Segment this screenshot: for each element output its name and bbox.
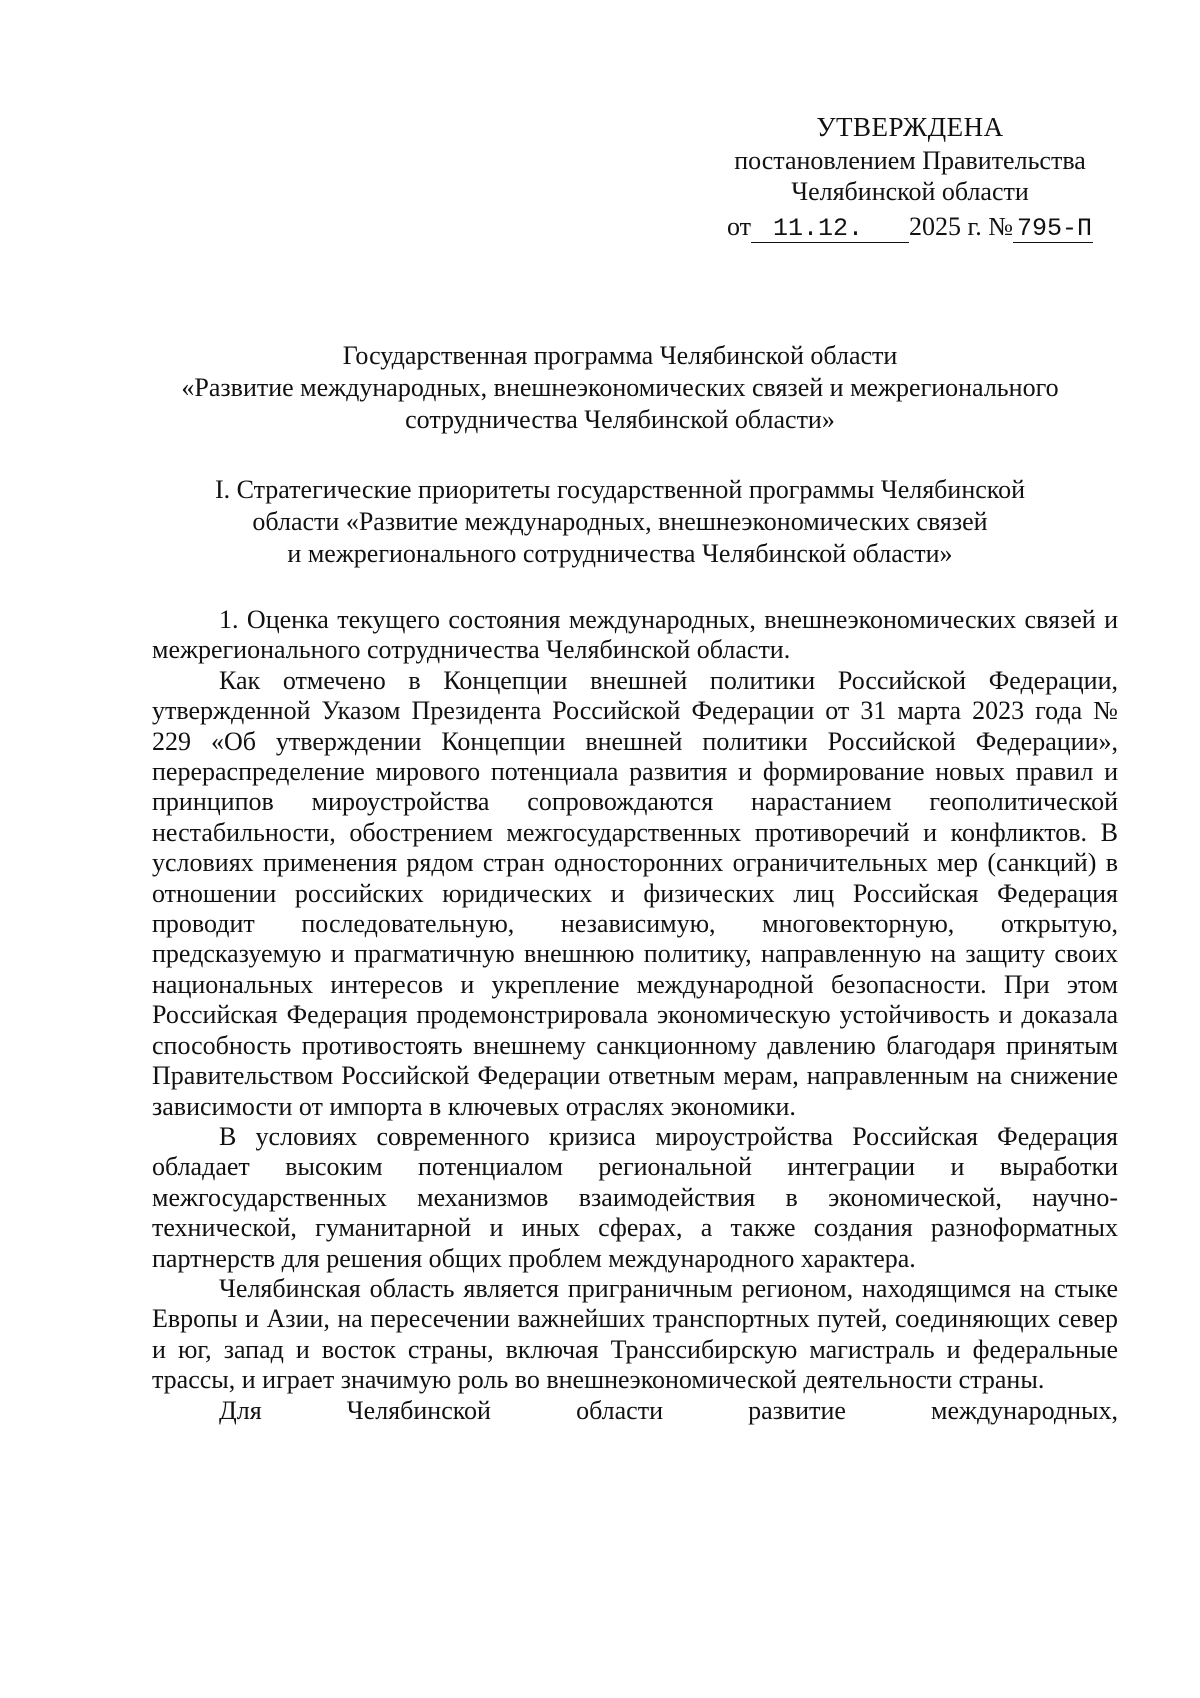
- paragraph: Как отмечено в Концепции внешней политики Российской Федерации, утвержденной Указом Президента Российской Федерации от 31 марта 2023 года № 229 «Об утверждении Концепции внешней политики Российской Федерации», перераспределение мирового потенциала развития и формирование новых правил и принципов мироустройства сопровождаются нарастанием геополитической нестабильности, обострением межгосударственных противоречий и конфликтов. В условиях применения рядом стран односторонних ограничительных мер (санкций) в отношении российских юридических и физических лиц Российская Федерация проводит последовательную, независимую, многовекторную, открытую, предсказуемую и прагматичную внешнюю политику, направленную на защиту своих национальных интересов и укрепление международной безопасности. При этом Российская Федерация продемонстрировала экономическую устойчивость и доказала способность противостоять внешнему санкционному давлению благодаря принятым Правительством Российской Федерации ответным мерам, направленным на снижение зависимости от импорта в ключевых отраслях экономики.: [152, 665, 1118, 1121]
- program-title-line: Государственная программа Челябинской области: [342, 341, 898, 370]
- approval-stamp-block: [700, 112, 1120, 243]
- program-title-line: «Развитие международных, внешнеэкономических связей и межрегионального: [181, 373, 1059, 402]
- from-label: от: [726, 212, 751, 241]
- paragraph: Челябинская область является приграничным регионом, находящимся на стыке Европы и Азии, на пересечении важнейших транспортных путей, соединяющих север и юг, запад и восток страны, включая Транссибирскую магистраль и федеральные трассы, и играет значимую роль во внешнеэкономической деятельности страны.: [152, 1273, 1118, 1395]
- paragraph: В условиях современного кризиса мироустройства Российская Федерация обладает высоким потенциалом региональной интеграции и выработки межгосударственных механизмов взаимодействия в экономической, научно-технической, гуманитарной и иных сферах, а также создания разноформатных партнерств для решения общих проблем международного характера.: [152, 1121, 1118, 1273]
- paragraph: 1. Оценка текущего состояния международных, внешнеэкономических связей и межрегионального сотрудничества Челябинской области.: [152, 605, 1118, 665]
- section-heading-line: I. Стратегические приоритеты государственной программы Челябинской: [214, 475, 1026, 504]
- section-heading-line: области «Развитие международных, внешнеэкономических связей: [252, 507, 988, 536]
- handwritten-number: 795-П: [1013, 216, 1093, 243]
- program-title: [140, 340, 1100, 436]
- section-heading: [140, 474, 1100, 570]
- approval-line-region: Челябинской области: [791, 177, 1029, 206]
- section-heading-line: и межрегионального сотрудничества Челябинской области»: [287, 539, 953, 568]
- year-number-label: 2025 г. №: [908, 212, 1014, 241]
- approval-date-line: [700, 211, 1120, 243]
- program-title-line: сотрудничества Челябинской области»: [405, 405, 835, 434]
- paragraph: Для Челябинской области развитие международных,: [219, 1395, 1118, 1425]
- handwritten-date: 11.12.: [751, 216, 909, 243]
- approval-line-resolution: постановлением Правительства: [734, 146, 1086, 175]
- document-body: [152, 605, 1118, 1426]
- approved-heading: УТВЕРЖДЕНА: [816, 112, 1004, 142]
